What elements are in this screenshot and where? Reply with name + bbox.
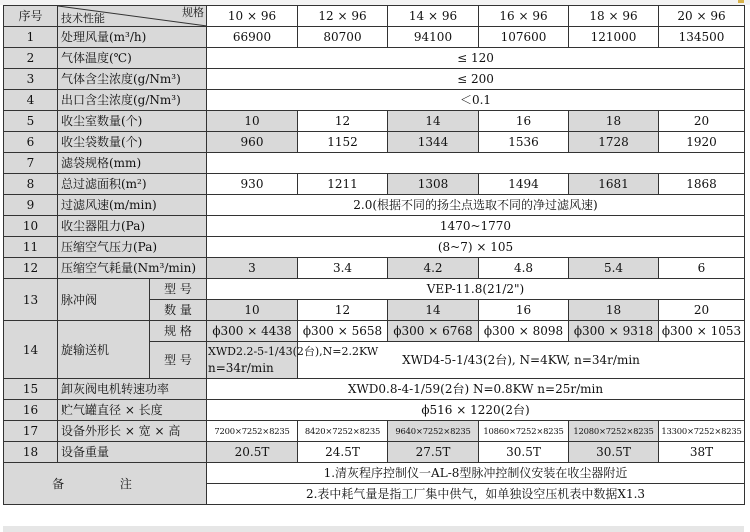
row-label: 收尘袋数量(个) [58, 132, 207, 153]
row-label: 总过滤面积(m²) [58, 174, 207, 195]
cell-value: 930 [207, 174, 298, 195]
cell-value: 20 [659, 300, 745, 321]
header-model: 12 × 96 [298, 6, 388, 27]
sub-label: 规 格 [150, 321, 207, 342]
row-number: 15 [4, 379, 58, 400]
row-label: 卸灰阀电机转速功率 [58, 379, 207, 400]
cell-value: 38T [659, 442, 745, 463]
cell-value: 3 [207, 258, 298, 279]
row-number: 4 [4, 90, 58, 111]
cell-value: 1211 [298, 174, 388, 195]
cell-value: 5.4 [569, 258, 659, 279]
row-number: 12 [4, 258, 58, 279]
header-row [4, 6, 745, 27]
sub-label: 型 号 [150, 342, 207, 379]
bottom-bar [3, 526, 744, 532]
row-number: 1 [4, 27, 58, 48]
cell-value: 18 [569, 111, 659, 132]
row-number: 5 [4, 111, 58, 132]
row-number: 11 [4, 237, 58, 258]
header-spec-label: 规格 [182, 6, 204, 19]
table-row [4, 153, 745, 174]
header-model: 18 × 96 [569, 6, 659, 27]
cell-value: (8~7) × 105 [207, 237, 745, 258]
cell-value: 80700 [298, 27, 388, 48]
cell-value: ＜0.1 [207, 90, 745, 111]
table-row [4, 111, 745, 132]
cell-value: 1344 [388, 132, 479, 153]
accent-mark [738, 0, 744, 3]
table-row [4, 69, 745, 90]
cell-value: 18 [569, 300, 659, 321]
row-label: 旋输送机 [58, 321, 150, 379]
remarks-note: 1.清灰程序控制仪一AL-8型脉冲控制仪安装在收尘器附近 [207, 463, 745, 484]
table-row [4, 132, 745, 153]
sub-label: 数 量 [150, 300, 207, 321]
row-label: 处理风量(m³/h) [58, 27, 207, 48]
cell-value: 16 [479, 300, 569, 321]
table-row [4, 216, 745, 237]
row-label: 出口含尘浓度(g/Nm³) [58, 90, 207, 111]
cell-value: 1681 [569, 174, 659, 195]
cell-value: 30.5T [479, 442, 569, 463]
cell-value: 9640×7252×8235 [388, 421, 479, 442]
cell-value: ≤ 120 [207, 48, 745, 69]
cell-value: 7200×7252×8235 [207, 421, 298, 442]
cell-value: 66900 [207, 27, 298, 48]
row-label: 滤袋规格(mm) [58, 153, 207, 174]
row-number: 7 [4, 153, 58, 174]
table-row [4, 379, 745, 400]
row-number: 6 [4, 132, 58, 153]
cell-value: 14 [388, 111, 479, 132]
cell-value: 107600 [479, 27, 569, 48]
table-row [4, 174, 745, 195]
row-label: 收尘器阻力(Pa) [58, 216, 207, 237]
row-number: 8 [4, 174, 58, 195]
cell-value: 134500 [659, 27, 745, 48]
cell-value: 1728 [569, 132, 659, 153]
table-row [4, 237, 745, 258]
cell-value: 14 [388, 300, 479, 321]
cell-value-model-a [207, 342, 379, 379]
cell-value: 1868 [659, 174, 745, 195]
header-model: 20 × 96 [659, 6, 745, 27]
cell-value: 10860×7252×8235 [479, 421, 569, 442]
cell-value: ≤ 200 [207, 69, 745, 90]
table-row [4, 442, 745, 463]
header-model: 16 × 96 [479, 6, 569, 27]
cell-value: 12080×7252×8235 [569, 421, 659, 442]
cell-value: XWD4-5-1/43(2台), N=4KW, n=34r/min [298, 342, 745, 379]
cell-value: 13300×7252×8235 [659, 421, 745, 442]
cell-value: 4.2 [388, 258, 479, 279]
row-number: 3 [4, 69, 58, 90]
table-row [4, 258, 745, 279]
cell-value: 6 [659, 258, 745, 279]
row-number: 16 [4, 400, 58, 421]
model-a-line1: XWD2.2-5-1/43(2台),N=2.2KW [208, 345, 379, 358]
header-seq: 序号 [4, 6, 58, 27]
row-label: 气体含尘浓度(g/Nm³) [58, 69, 207, 90]
row-label: 贮气罐直径 × 长度 [58, 400, 207, 421]
cell-value: 1470~1770 [207, 216, 745, 237]
cell-value: 1308 [388, 174, 479, 195]
row-label: 过滤风速(m/min) [58, 195, 207, 216]
cell-value: ϕ516 × 1220(2台) [207, 400, 745, 421]
remarks-row [4, 463, 745, 484]
cell-value: ϕ300 × 9318 [569, 321, 659, 342]
spec-table [3, 5, 745, 505]
table-row [4, 321, 745, 342]
cell-value: 16 [479, 111, 569, 132]
cell-value: 2.0(根据不同的扬尘点选取不同的净过滤风速) [207, 195, 745, 216]
cell-value: ϕ300 × 4438 [207, 321, 298, 342]
table-row [4, 421, 745, 442]
row-label: 压缩空气压力(Pa) [58, 237, 207, 258]
row-number: 17 [4, 421, 58, 442]
row-number: 2 [4, 48, 58, 69]
model-a-line2: n=34r/min [208, 361, 274, 375]
cell-value: 8420×7252×8235 [298, 421, 388, 442]
cell-value: ϕ300 × 5658 [298, 321, 388, 342]
row-label: 设备外形长 × 宽 × 高 [58, 421, 207, 442]
cell-value: VEP-11.8(21/2") [207, 279, 745, 300]
table-row [4, 48, 745, 69]
cell-value-empty [207, 153, 745, 174]
cell-value: 10 [207, 300, 298, 321]
cell-value: 12 [298, 111, 388, 132]
header-spec-cell [58, 6, 207, 27]
cell-value: 30.5T [569, 442, 659, 463]
table-row [4, 27, 745, 48]
row-number: 13 [4, 279, 58, 321]
remarks-note: 2.表中耗气量是指工厂集中供气，如单独设空压机表中数据X1.3 [207, 484, 745, 505]
cell-value: 24.5T [298, 442, 388, 463]
row-number: 10 [4, 216, 58, 237]
header-tech-label: 技术性能 [61, 12, 105, 25]
row-label: 脉冲阀 [58, 279, 150, 321]
row-number: 18 [4, 442, 58, 463]
cell-value: 10 [207, 111, 298, 132]
cell-value: 94100 [388, 27, 479, 48]
cell-value: 960 [207, 132, 298, 153]
sub-label: 型 号 [150, 279, 207, 300]
cell-value: 1920 [659, 132, 745, 153]
table-row [4, 195, 745, 216]
row-label: 压缩空气耗量(Nm³/min) [58, 258, 207, 279]
cell-value: 1536 [479, 132, 569, 153]
cell-value: 27.5T [388, 442, 479, 463]
cell-value: ϕ300 × 6768 [388, 321, 479, 342]
row-number: 14 [4, 321, 58, 379]
remarks-label [4, 463, 207, 505]
cell-value: ϕ300 × 1053 [659, 321, 745, 342]
cell-value: ϕ300 × 8098 [479, 321, 569, 342]
cell-value: 4.8 [479, 258, 569, 279]
header-model: 10 × 96 [207, 6, 298, 27]
cell-value: 20 [659, 111, 745, 132]
cell-value: 20.5T [207, 442, 298, 463]
cell-value: 3.4 [298, 258, 388, 279]
row-label: 气体温度(℃) [58, 48, 207, 69]
row-number: 9 [4, 195, 58, 216]
cell-value: 121000 [569, 27, 659, 48]
header-model: 14 × 96 [388, 6, 479, 27]
remarks-label-text: 备 注 [52, 476, 158, 491]
cell-value: 1152 [298, 132, 388, 153]
row-label: 收尘室数量(个) [58, 111, 207, 132]
table-row [4, 279, 745, 300]
cell-value: XWD0.8-4-1/59(2台) N=0.8KW n=25r/min [207, 379, 745, 400]
cell-value: 1494 [479, 174, 569, 195]
cell-value: 12 [298, 300, 388, 321]
table-row [4, 400, 745, 421]
row-label: 设备重量 [58, 442, 207, 463]
table-row [4, 90, 745, 111]
